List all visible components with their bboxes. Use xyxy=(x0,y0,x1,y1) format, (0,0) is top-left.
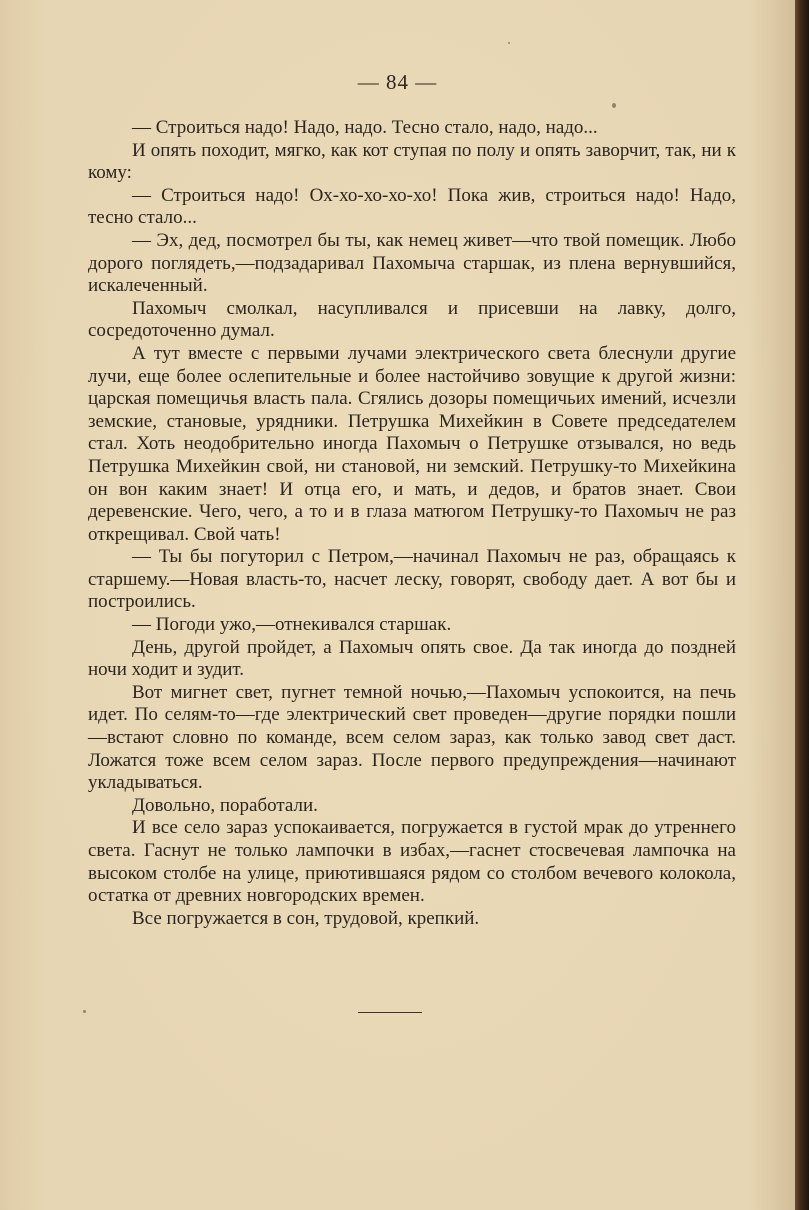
paragraph: — Эх, дед, посмотрел бы ты, как немец живет—что твой помещик. Любо дорого поглядеть,—подзадаривал Пахомыча старшак, из плена вернувшийся, искалеченный. xyxy=(88,229,736,297)
paragraph: Вот мигнет свет, пугнет темной ночью,—Пахомыч успокоится, на печь идет. По селям-то—где электрический свет проведен—другие порядки пошли—встают словно по команде, всем селом зараз, как только завод свет даст. Ложатся тоже всем селом зараз. После первого предупреждения—начинают укладываться. xyxy=(88,681,736,794)
paragraph: И все село зараз успокаивается, погружается в густой мрак до утреннего света. Гаснут не только лампочки в избах,—гаснет стосвечевая лампочка на высоком столбе на улице, приютившаяся рядом со столбом вечевого колокола, остатка от древних новгородских времен. xyxy=(88,817,736,907)
paragraph: — Ты бы погуторил с Петром,—начинал Пахомыч не раз, обращаясь к старшему.—Новая власть-то, насчет леску, говорят, свободу дает. А вот бы и построились. xyxy=(88,546,736,613)
body-text xyxy=(88,117,736,930)
paragraph: Все погружается в сон, трудовой, крепкий. xyxy=(132,907,480,929)
paragraph: — Строиться надо! Надо, надо. Тесно стало, надо, надо... xyxy=(132,117,598,138)
paragraph: Довольно, поработали. xyxy=(132,794,318,816)
paragraph: А тут вместе с первыми лучами электрического света блеснули другие лучи, еще более ослепительные и более настойчиво зовущие к другой жизни: царская помещичья власть пала. Сгялись дозоры помещичьих имений, исчезли земские, становые, урядники. Петрушка Михейкин в Совете председателем стал. Хоть неодобрительно иногда Пахомыч о Петрушке отзывался, но ведь Петрушка Михейкин свой, ни становой, ни земский. Петрушку-то Михейкина он вон каким знает! И отца его, и мать, и дедов, и братов знает. Свои деревенские. Чего, чего, а то и в глаза матюгом Петрушку-то Пахомыч не раз открещивал. Свой чать! xyxy=(88,342,736,545)
paragraph: — Строиться надо! Ох-хо-хо-хо-хо! Пока жив, строиться надо! Надо, тесно стало... xyxy=(88,184,736,229)
paragraph: Пахомыч смолкал, насупливался и присевши на лавку, долго, сосредоточенно думал. xyxy=(88,297,736,342)
ink-speck xyxy=(508,42,510,44)
paragraph: — Погоди ужо,—отнекивался старшак. xyxy=(132,614,452,636)
page-number: — 84 — xyxy=(357,70,438,94)
end-rule xyxy=(358,1012,422,1013)
book-spine xyxy=(795,0,809,1210)
paragraph: День, другой пройдет, а Пахомыч опять свое. Да так иногда до поздней ночи ходит и зудит. xyxy=(88,636,736,681)
ink-speck xyxy=(83,1010,86,1013)
ink-speck xyxy=(612,103,616,108)
paragraph: И опять походит, мягко, как кот ступая по полу и опять заворчит, так, ни к кому: xyxy=(88,139,736,184)
